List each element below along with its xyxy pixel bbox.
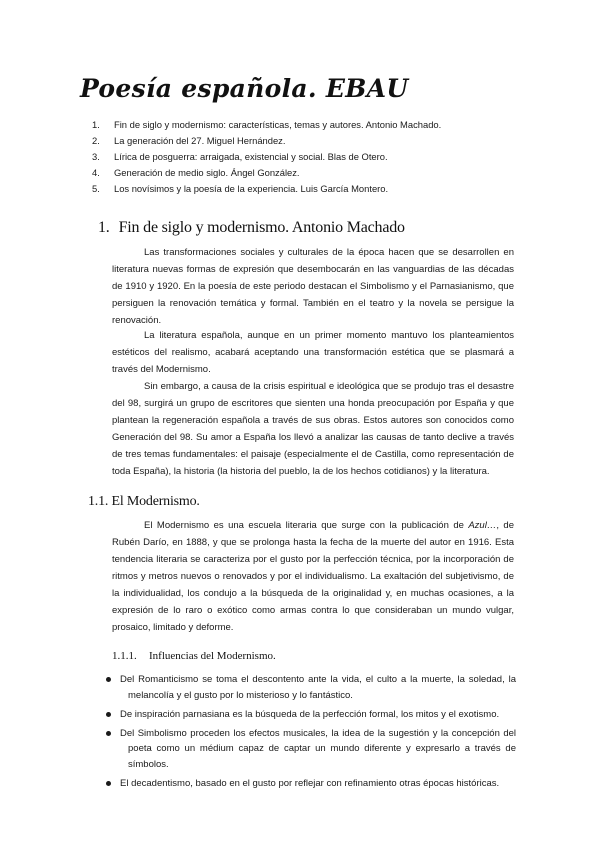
list-item: El decadentismo, basado en el gusto por reflejar con refinamiento otras épocas históricas. — [104, 776, 516, 792]
list-item: Del Romanticismo se toma el descontento ante la vida, el culto a la muerte, la soledad, la melancolía y el gusto por lo misterioso y lo fantástico. — [104, 672, 516, 703]
section-title: Fin de siglo y modernismo. Antonio Machado — [118, 219, 405, 236]
toc-item-text: Lírica de posguerra: arraigada, existencial y social. Blas de Otero. — [114, 150, 388, 162]
influences-list — [104, 672, 516, 795]
paragraph: Las transformaciones sociales y culturales de la época hacen que se desarrollen en literatura nuevas formas de expresión que desembocarán en las vanguardias de las décadas de 1910 y 1920. En la poesía de este periodo destacan el Simbolismo y el Parnasianismo, que persiguen la renovación temática y formal. También en el teatro y la novela se persigue la renovación. — [112, 247, 514, 326]
toc-item-text: Los novísimos y la poesía de la experiencia. Luis García Montero. — [114, 182, 389, 194]
toc-item: 3. Lírica de posguerra: arraigada, existencial y social. Blas de Otero. — [92, 149, 532, 165]
work-title: Azul… — [468, 520, 497, 531]
paragraph: Sin embargo, a causa de la crisis espiritual e ideológica que se produjo tras el desastre del 98, surgirá un grupo de escritores que sienten una honda preocupación por España y que plantean la regeneración española a través de sus obras. Estos autores son conocidos como Generación del 98. Su amor a España los llevó a analizar las causas de tanto declive a través de tres temas fundamentales: el paisaje (especialmente el de Castilla, como representación de toda España), la historia (la historia del pueblo, la de los hechos cotidianos) y la literatura. — [112, 381, 514, 477]
toc-item-text: Fin de siglo y modernismo: características, temas y autores. Antonio Machado. — [114, 119, 442, 130]
toc-item-text: Generación de medio siglo. Ángel González. — [114, 166, 300, 178]
toc-item: 4. Generación de medio siglo. Ángel González. — [92, 165, 532, 181]
bullet-icon — [106, 677, 111, 682]
section-title: Influencias del Modernismo. — [149, 650, 276, 662]
section-1-heading — [98, 219, 405, 237]
section-1-1-heading — [88, 494, 200, 510]
section-title: El Modernismo. — [111, 494, 200, 509]
paragraph: El Modernismo es una escuela literaria que surge con la publicación de Azul…, de Rubén Darío, en 1888, y que se prolonga hasta la fecha de la muerte del autor en 1916. Esta tendencia literaria se caracteriza por el gusto por la perfección técnica, por la incorporación de ritmos y metros nuevos o renovados y por el individualismo. La exaltación del subjetivismo, de la individualidad, los condujo a la búsqueda de la originalidad y, en muchas ocasiones, a la expresión de lo raro o exótico como armas contra lo que consideraban un mundo vulgar, prosaico, limitado y deforme. — [112, 520, 514, 633]
section-number: 1. — [98, 219, 110, 236]
section-1-1-1-heading — [112, 650, 276, 662]
bullet-icon — [106, 712, 111, 717]
paragraph: La literatura española, aunque en un primer momento mantuvo los planteamientos estéticos del realismo, acabará aceptando una transformación estética que se plasmará a través del Modernismo. — [112, 330, 514, 375]
bullet-icon — [106, 781, 111, 786]
document-title: Poesía española. EBAU — [80, 74, 409, 103]
list-item: Del Simbolismo proceden los efectos musicales, la idea de la sugestión y la concepción del poeta como un médium capaz de captar un mundo diferente y expresarlo a través de símbolos. — [104, 726, 516, 773]
section-number: 1.1.1. — [112, 650, 137, 662]
toc-item: 5. Los novísimos y la poesía de la experiencia. Luis García Montero. — [92, 181, 532, 197]
table-of-contents — [92, 117, 532, 197]
section-number: 1.1. — [88, 494, 109, 509]
toc-item-text: La generación del 27. Miguel Hernández. — [114, 134, 286, 146]
list-item: De inspiración parnasiana es la búsqueda de la perfección formal, los mitos y el exotismo. — [104, 707, 516, 723]
bullet-icon — [106, 731, 111, 736]
toc-item: 2. La generación del 27. Miguel Hernández. — [92, 133, 532, 149]
toc-item: 1. Fin de siglo y modernismo: características, temas y autores. Antonio Machado. — [92, 117, 532, 133]
